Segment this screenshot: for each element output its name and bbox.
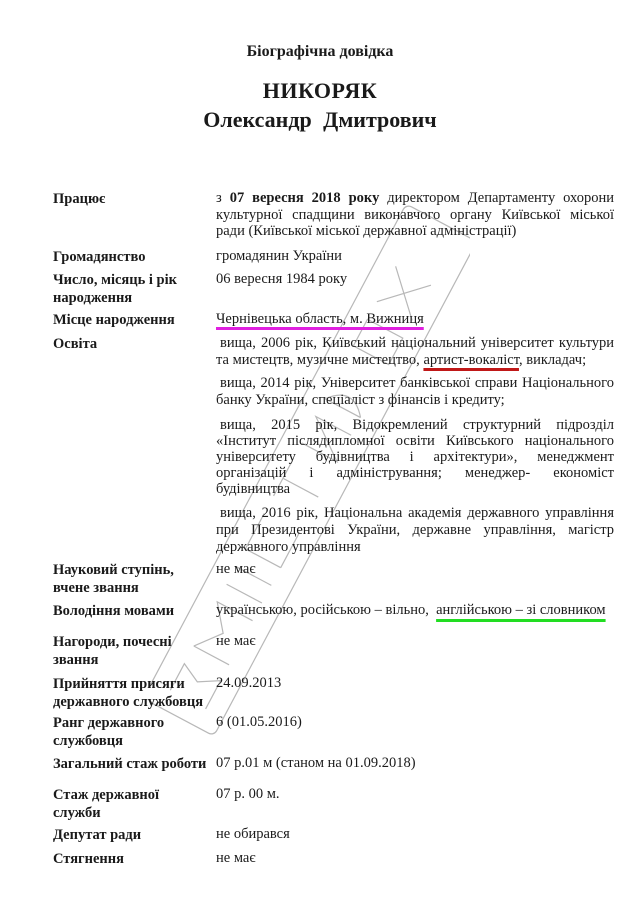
highlighted-english-level: англійською – зі словником: [436, 602, 606, 618]
education-text: , викладач;: [518, 352, 587, 368]
row-value: 07 р. 00 м.: [216, 786, 280, 802]
row-label: Громадянство: [53, 249, 146, 265]
education-item: вища, 2016 рік, Національна академія державного управління при Президентові України, державне управління, магістр державного управління: [216, 505, 614, 555]
row-label: Місце народження: [53, 312, 175, 328]
row-label: Освіта: [53, 336, 98, 352]
person-surname: НИКОРЯК: [262, 78, 378, 103]
row-label: Загальний стаж роботи: [53, 756, 207, 772]
row-value: 06 вересня 1984 року: [216, 271, 348, 287]
education-item: [216, 335, 614, 369]
row-value: [216, 311, 614, 328]
row-label: Працює: [53, 191, 106, 207]
row-value: не має: [216, 850, 256, 866]
row-value: не обирався: [216, 826, 290, 842]
row-value: [216, 602, 636, 619]
value-position: директором Департаменту охорони культурної спадщини виконавчого органу Київської міської ради (Київської міської державної адміністрації): [216, 190, 614, 239]
row-label: Депутат ради: [53, 827, 142, 843]
document-title: Біографічна довідка: [246, 43, 394, 60]
row-value: не має: [216, 633, 256, 649]
row-label: Ранг державного службовця: [53, 715, 165, 749]
row-label: Число, місяць і рік народження: [53, 272, 178, 306]
row-label: Володіння мовами: [53, 603, 175, 619]
person-given-names: Олександр Дмитрович: [203, 107, 437, 132]
row-value: не має: [216, 561, 256, 577]
row-label: Науковий ступінь, вчене звання: [53, 562, 174, 596]
languages-fluent: українською, російською – вільно,: [216, 602, 437, 618]
education-text: вища, 2006 рік, Київський національний університет культури та мистецтв, музичне мистецтво,: [216, 335, 614, 368]
highlighted-birth-place: Чернівецька область, м. Вижниця: [216, 311, 424, 327]
value-prefix: з: [216, 190, 230, 206]
row-value: 24.09.2013: [216, 675, 282, 691]
education-item: вища, 2014 рік, Університет банківської справи Національного банку України, спеціаліст з фінансів і кредиту;: [216, 375, 614, 408]
row-value: 6 (01.05.2016): [216, 714, 302, 730]
value-start-date: 07 вересня 2018 року: [229, 190, 380, 206]
education-item: вища, 2015 рік, Відокремлений структурний підрозділ «Інститут післядипломної освіти Київського національного університету будівництва і архітектури», менеджмент організацій і адміністрування; менеджер- економіст будівництва: [216, 417, 614, 497]
row-value: [216, 190, 614, 240]
row-label: Прийняття присяги державного службовця: [53, 676, 204, 710]
row-value: 07 р.01 м (станом на 01.09.2018): [216, 755, 416, 771]
highlighted-qualification: артист-вокаліст: [423, 352, 519, 368]
row-label: Стаж державної служби: [53, 787, 160, 821]
row-label: Нагороди, почесні звання: [53, 634, 172, 668]
row-value: громадянин України: [216, 248, 342, 264]
row-label: Стягнення: [53, 851, 124, 867]
